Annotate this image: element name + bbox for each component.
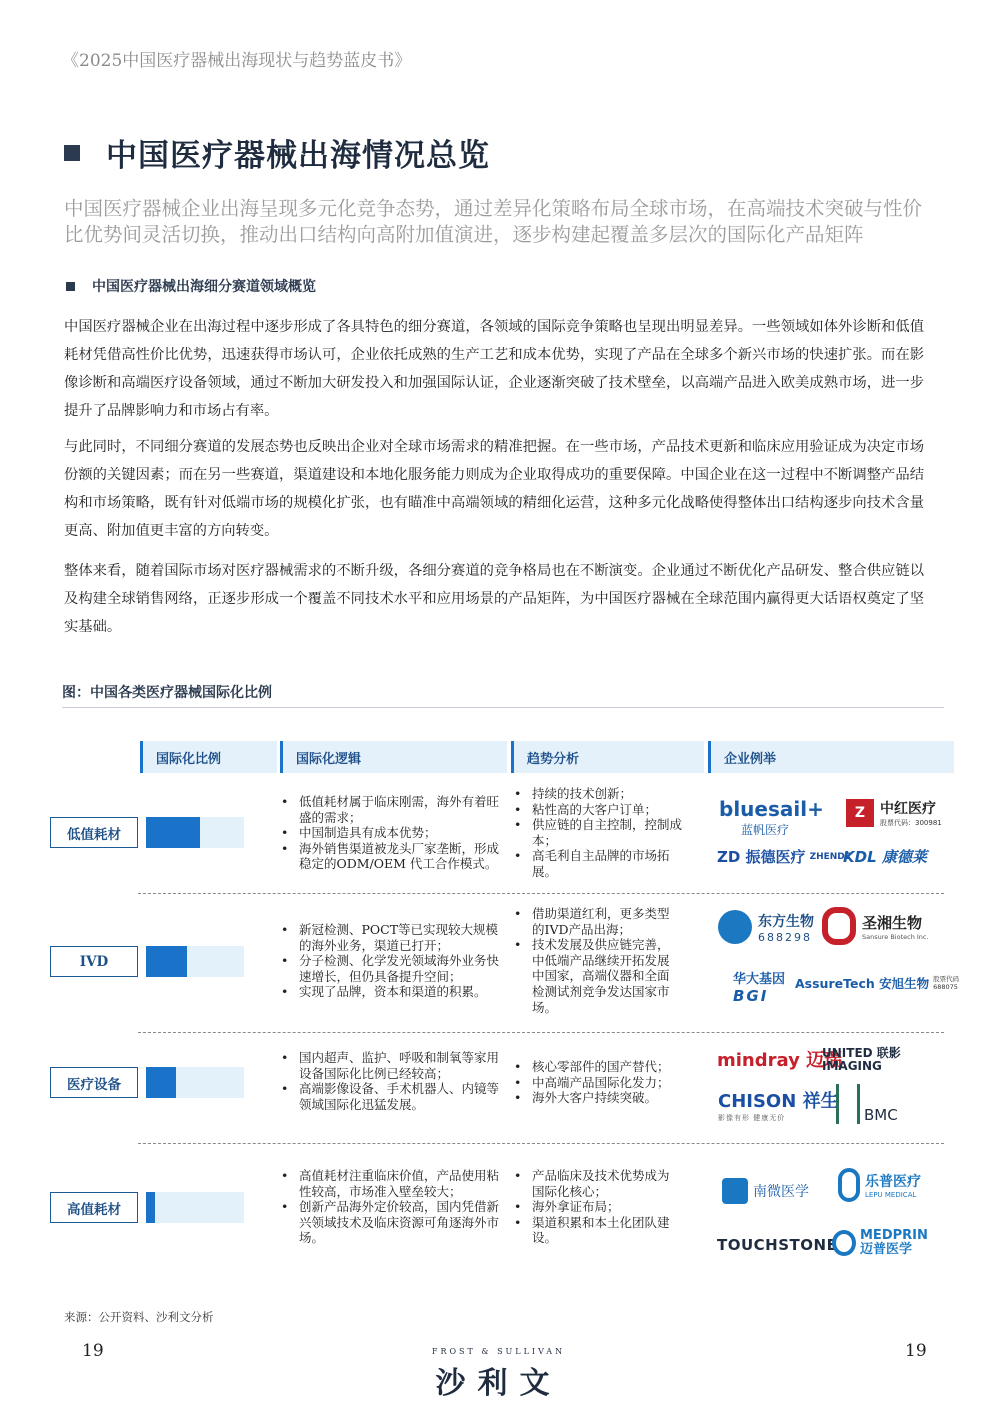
- logo-zhonghong: Z 中红医疗 股票代码：300981: [846, 798, 942, 828]
- ratio-bar-fill: [146, 1192, 155, 1223]
- logo-assure: AssureTech 安旭生物 股票代码 688075: [795, 975, 960, 991]
- logo-bluesail: bluesail+ 蓝帆医疗: [719, 797, 824, 837]
- figure-divider: [62, 707, 944, 708]
- bmc-mark-icon: [836, 1084, 860, 1124]
- ratio-bar-track: [146, 817, 244, 848]
- section-heading: [64, 130, 490, 175]
- column-header-companies: 企业例举: [708, 741, 954, 773]
- body-paragraph-1: 中国医疗器械企业在出海过程中逐步形成了各具特色的细分赛道，各领域的国际竞争策略也呈现出明显差异。一些领域如体外诊断和低值耗材凭借高性价比优势，迅速获得市场认可，企业依托成熟的生产工艺和成本优势，实现了产品在全球多个新兴市场的快速扩张。而在影像诊断和高端医疗设备领域，通过不断加大研发投入和加强国际认证，企业逐渐突破了技术壁垒，以高端产品进入欧美成熟市场，进一步提升了品牌影响力和市场占有率。: [64, 319, 924, 419]
- row-label-ivd: IVD: [50, 946, 138, 977]
- row-divider: [138, 1143, 944, 1144]
- logic-list: [279, 922, 509, 1000]
- list-item: • 借助渠道红利，更多类型的IVD产品出海；: [512, 906, 672, 937]
- column-header-ratio: 国际化比例: [140, 741, 277, 773]
- ratio-bar-track: [146, 1067, 244, 1098]
- subheading-square-icon: [66, 282, 75, 291]
- list-item: • 中国制造具有成本优势；: [279, 825, 509, 841]
- list-item: • 技术发展及供应链完善，中低端产品继续开拓发展中国家，高端仪器和全面检测试剂竞争发达国家市场。: [512, 937, 672, 1015]
- ratio-bar-track: [146, 1192, 244, 1223]
- logo-lepu: 乐普医疗 LEPU MEDICAL: [838, 1168, 921, 1202]
- logo-nanwei: 南微医学: [722, 1178, 809, 1204]
- row-divider: [138, 893, 944, 894]
- page-number-left: 19: [82, 1341, 104, 1361]
- body-paragraph-2: 与此同时，不同细分赛道的发展态势也反映出企业对全球市场需求的精准把握。在一些市场，产品技术更新和临床应用验证成为决定市场份额的关键因素；而在另一些赛道，渠道建设和本地化服务能力则成为企业取得成功的重要保障。中国企业在这一过程中不断调整产品结构和市场策略，既有针对低端市场的规模化扩张，也有瞄准中高端领域的精细化运营，这种多元化战略使得整体出口结构逐步向技术含量更高、附加值更丰富的方向转变。: [64, 439, 924, 539]
- trend-list: [512, 786, 682, 880]
- list-item: • 新冠检测、POCT等已实现较大规模的海外业务，渠道已打开；: [279, 922, 509, 953]
- logo-kdl: KDL 康德莱: [843, 848, 927, 866]
- logo-dongfang: 东方生物 688298: [718, 910, 814, 944]
- list-item: • 持续的技术创新；: [512, 786, 682, 802]
- body-paragraph-3: 整体来看，随着国际市场对医疗器械需求的不断升级，各细分赛道的竞争格局也在不断演变。企业通过不断优化产品研发、整合供应链以及构建全球销售网络，正逐步形成一个覆盖不同技术水平和应用场景的产品矩阵，为中国医疗器械在全球范围内赢得更大话语权奠定了坚实基础。: [64, 563, 924, 635]
- section-title: 中国医疗器械出海情况总览: [106, 138, 490, 174]
- logo-zhende: ZD 振德医疗 ZHENDE: [717, 848, 851, 866]
- logo-medprin: MEDPRIN 迈普医学: [832, 1229, 920, 1257]
- logic-list: [279, 1050, 509, 1112]
- list-item: • 高值耗材注重临床价值，产品使用粘性较高，市场准入壁垒较大；: [279, 1168, 509, 1199]
- row-label-medical-equipment: 医疗设备: [50, 1067, 138, 1098]
- figure-title: 图：中国各类医疗器械国际化比例: [62, 685, 272, 701]
- dongfang-mark-icon: [718, 910, 752, 944]
- logo-shengxiang: 圣湘生物 Sansure Biotech Inc.: [822, 907, 929, 945]
- logo-bmc: BMC: [836, 1084, 898, 1124]
- list-item: • 核心零部件的国产替代；: [512, 1059, 692, 1075]
- subsection-title: 中国医疗器械出海细分赛道领域概览: [92, 279, 316, 295]
- ratio-bar-fill: [146, 946, 187, 977]
- section-subtitle: 中国医疗器械企业出海呈现多元化竞争态势，通过差异化策略布局全球市场，在高端技术突破与性价比优势间灵活切换，推动出口结构向高附加值演进，逐步构建起覆盖多层次的国际化产品矩阵: [64, 197, 923, 246]
- list-item: • 海外大客户持续突破。: [512, 1090, 692, 1106]
- logo-united-imaging: UNITED 联影 IMAGING: [822, 1046, 901, 1073]
- list-item: • 分子检测、化学发光领域海外业务快速增长，但仍具备提升空间；: [279, 953, 509, 984]
- lepu-mark-icon: [838, 1168, 860, 1202]
- logic-list: [279, 794, 509, 872]
- list-item: • 海外拿证布局；: [512, 1199, 677, 1215]
- logo-mindray: mindray 迈瑞: [717, 1050, 843, 1071]
- ratio-bar-fill: [146, 817, 200, 848]
- zhonghong-mark-icon: Z: [846, 799, 874, 827]
- figure-source: 来源：公开资料、沙利文分析: [64, 1310, 214, 1324]
- list-item: • 国内超声、监护、呼吸和制氧等家用设备国际化比例已经较高；: [279, 1050, 509, 1081]
- column-header-logic: 国际化逻辑: [280, 741, 507, 773]
- list-item: • 产品临床及技术优势成为国际化核心；: [512, 1168, 677, 1199]
- list-item: • 渠道积累和本土化团队建设。: [512, 1215, 677, 1246]
- document-header-title: 《2025中国医疗器械出海现状与趋势蓝皮书》: [62, 51, 412, 71]
- brand-logo-cn: 沙利文: [435, 1366, 562, 1401]
- page-number-right: 19: [905, 1341, 927, 1361]
- list-item: • 中高端产品国际化发力；: [512, 1075, 692, 1091]
- list-item: • 高端影像设备、手术机器人、内镜等领域国际化迅猛发展。: [279, 1081, 509, 1112]
- list-item: • 供应链的自主控制，控制成本；: [512, 817, 682, 848]
- medprin-mark-icon: [832, 1230, 856, 1256]
- trend-list: [512, 906, 672, 1015]
- logo-chison: CHISON 祥生 影像有形 健康无价: [718, 1091, 839, 1122]
- trend-list: [512, 1168, 677, 1246]
- ratio-bar-fill: [146, 1067, 176, 1098]
- row-label-low-value-consumables: 低值耗材: [50, 817, 138, 848]
- list-item: • 创新产品海外定价较高，国内凭借新兴领域技术及临床资源可角逐海外市场。: [279, 1199, 509, 1246]
- heading-square-icon: [64, 145, 80, 161]
- ratio-bar-track: [146, 946, 244, 977]
- trend-list: [512, 1059, 692, 1106]
- row-divider: [138, 1032, 944, 1033]
- list-item: • 海外销售渠道被龙头厂家垄断，形成稳定的ODM/OEM 代工合作模式。: [279, 841, 509, 872]
- list-item: • 粘性高的大客户订单；: [512, 802, 682, 818]
- subsection-heading: [66, 276, 316, 296]
- list-item: • 高毛利自主品牌的市场拓展。: [512, 848, 682, 879]
- column-header-trend: 趋势分析: [511, 741, 704, 773]
- logic-list: [279, 1168, 509, 1246]
- logo-bgi: 华大基因 BGI: [733, 972, 786, 1005]
- brand-logo-en: FROST & SULLIVAN: [431, 1347, 566, 1356]
- list-item: • 实现了品牌，资本和渠道的积累。: [279, 984, 509, 1000]
- shengxiang-mark-icon: [822, 907, 856, 945]
- logo-touchstone: TOUCHSTONE: [717, 1236, 838, 1254]
- row-label-high-value-consumables: 高值耗材: [50, 1192, 138, 1223]
- list-item: • 低值耗材属于临床刚需，海外有着旺盛的需求；: [279, 794, 509, 825]
- nanwei-mark-icon: [722, 1178, 748, 1204]
